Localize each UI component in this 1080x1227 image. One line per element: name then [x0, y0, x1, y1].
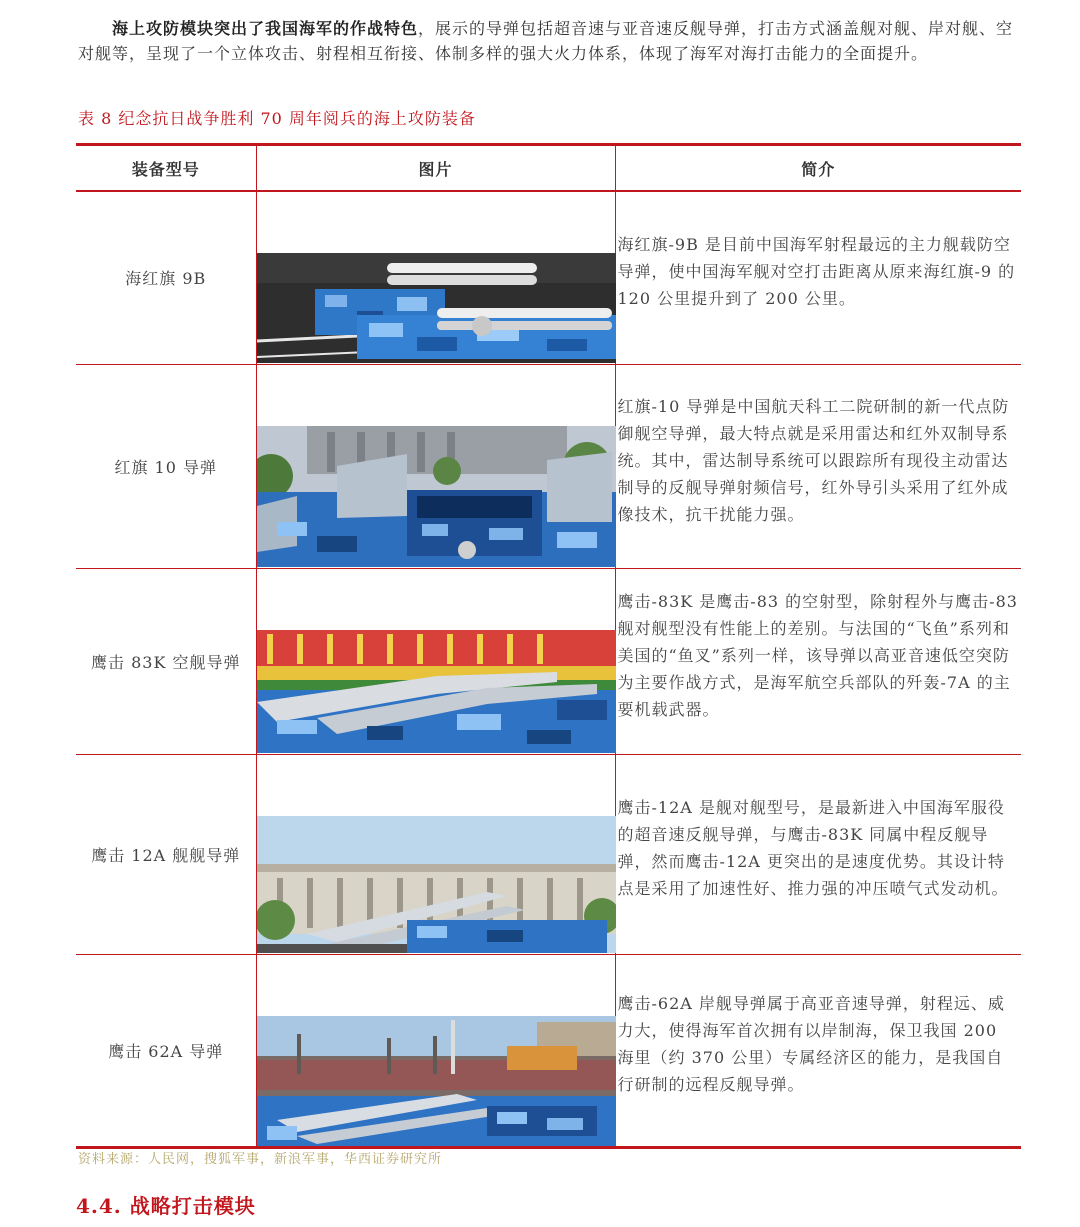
table-caption: 表 8 纪念抗日战争胜利 70 周年阅兵的海上攻防装备 [78, 109, 476, 128]
intro-paragraph [78, 16, 1026, 66]
photo-yj12a [257, 816, 616, 953]
header-intro: 简介 [615, 145, 1021, 192]
table-row [76, 754, 1021, 954]
intro-rest: ，展示的导弹包括超音速与亚音速反舰导弹，打击方式涵盖舰对舰、岸对舰、空对舰等，呈现了一个立体攻击、射程相互衔接、体制多样的强大火力体系，体现了海军对海打击能力的全面提升。 [78, 19, 1014, 63]
equipment-description: 海红旗-9B 是目前中国海军射程最远的主力舰载防空导弹，使中国海军舰对空打击距离从原来海红旗-9 的 120 公里提升到了 200 公里。 [615, 191, 1021, 364]
equipment-name: 鹰击 83K 空舰导弹 [76, 568, 256, 754]
equipment-photo-cell [256, 568, 615, 754]
photo-hq10 [257, 426, 616, 567]
source-note: 资料来源：人民网，搜狐军事，新浪军事，华西证券研究所 [78, 1152, 443, 1167]
equipment-photo-cell [256, 364, 615, 568]
equipment-description: 红旗-10 导弹是中国航天科工二院研制的新一代点防御舰空导弹，最大特点就是采用雷达和红外双制导系统。其中，雷达制导系统可以跟踪所有现役主动雷达制导的反舰导弹射频信号，红外导引头采用了红外成像技术，抗干扰能力强。 [615, 364, 1021, 568]
header-photo: 图片 [256, 145, 615, 192]
equipment-name: 红旗 10 导弹 [76, 364, 256, 568]
header-model: 装备型号 [76, 145, 256, 192]
photo-yj62a [257, 1016, 616, 1146]
equipment-photo-cell [256, 191, 615, 364]
table-header-row [76, 145, 1021, 192]
table-row [76, 568, 1021, 754]
photo-hq9b [257, 253, 616, 363]
table-row [76, 954, 1021, 1147]
equipment-name: 海红旗 9B [76, 191, 256, 364]
table-row [76, 364, 1021, 568]
equipment-description: 鹰击-83K 是鹰击-83 的空射型，除射程外与鹰击-83 舰对舰型没有性能上的差别。与法国的“飞鱼”系列和美国的“鱼叉”系列一样，该导弹以高亚音速低空突防为主要作战方式，是海军航空兵部队的歼轰-7A 的主要机载武器。 [615, 568, 1021, 754]
intro-lead: 海上攻防模块突出了我国海军的作战特色 [112, 19, 419, 38]
equipment-table [76, 143, 1021, 1149]
equipment-photo-cell [256, 754, 615, 954]
photo-yj83k [257, 630, 616, 753]
equipment-photo-cell [256, 954, 615, 1147]
table-row [76, 191, 1021, 364]
equipment-description: 鹰击-12A 是舰对舰型号，是最新进入中国海军服役的超音速反舰导弹，与鹰击-83K 同属中程反舰导弹，然而鹰击-12A 更突出的是速度优势。其设计特点是采用了加速性好、推力强的冲压喷气式发动机。 [615, 754, 1021, 954]
equipment-name: 鹰击 62A 导弹 [76, 954, 256, 1147]
section-heading: 4.4. 战略打击模块 [76, 1194, 256, 1218]
equipment-description: 鹰击-62A 岸舰导弹属于高亚音速导弹，射程远、威力大，使得海军首次拥有以岸制海，保卫我国 200 海里（约 370 公里）专属经济区的能力，是我国自行研制的远程反舰导弹。 [615, 954, 1021, 1147]
equipment-name: 鹰击 12A 舰舰导弹 [76, 754, 256, 954]
